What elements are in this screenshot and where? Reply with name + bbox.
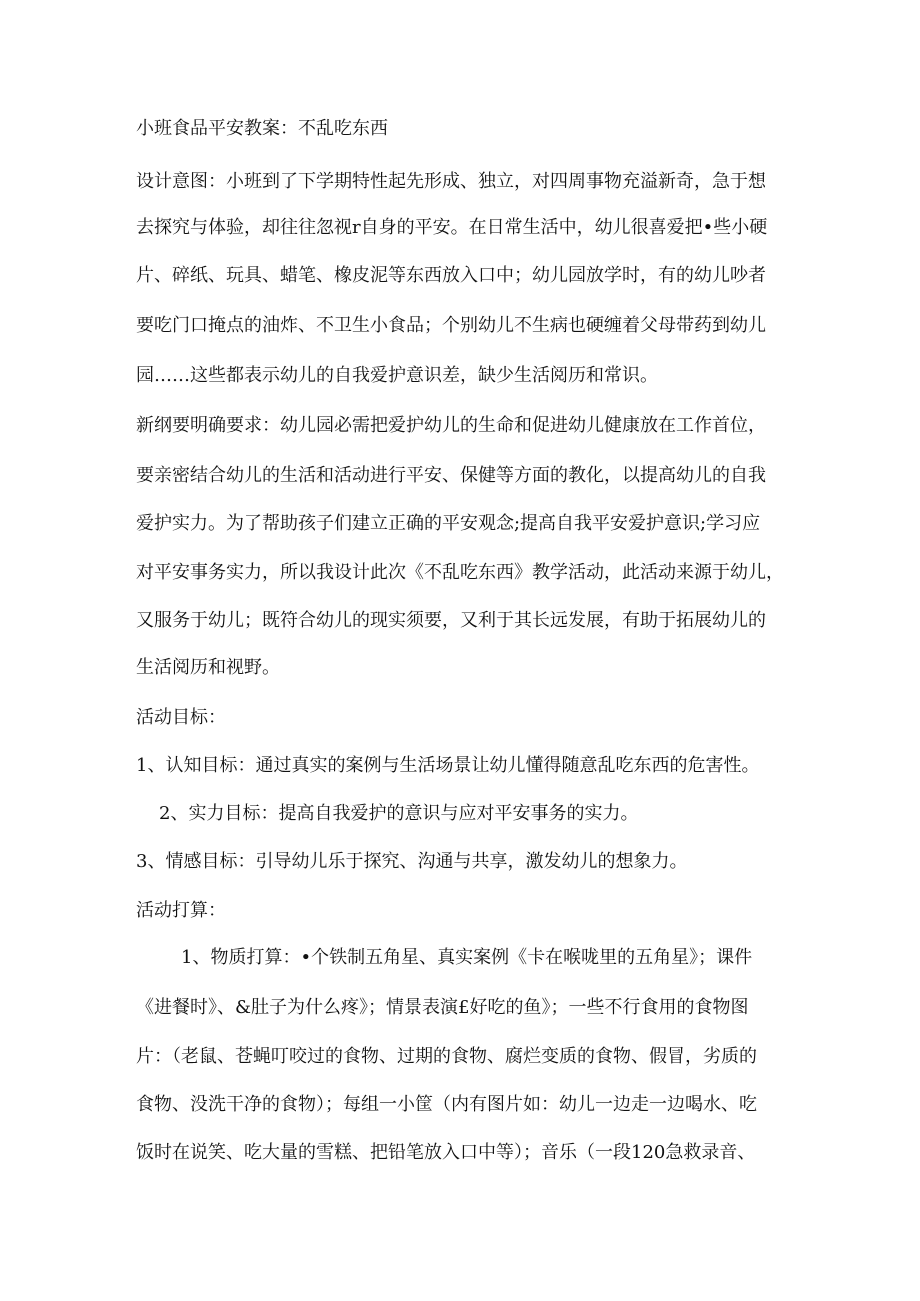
prep-line: 《进餐时》、&肚子为什么疼》；情景表演£好吃的鱼》；一些不行食用的食物图 xyxy=(136,997,749,1018)
prep-line: 食物、没洗干净的食物）；每组一小筐（内有图片如：幼儿一边走一边喝水、吃 xyxy=(136,1094,757,1115)
design-intent-line: 园……这些都表示幼儿的自我爱护意识差，缺少生活阅历和常识。 xyxy=(136,365,658,386)
goals-heading: 活动目标： xyxy=(136,707,226,728)
requirements-line: 要亲密结合幼儿的生活和活动进行平安、保健等方面的教化，以提高幼儿的自我 xyxy=(136,465,766,486)
requirements-line: 新纲要明确要求：幼儿园必需把爱护幼儿的生命和促进幼儿健康放在工作首位， xyxy=(136,415,766,436)
goal-item: 2、实力目标：提高自我爱护的意识与应对平安事务的实力。 xyxy=(159,803,639,824)
design-intent-line: 要吃门口掩点的油炸、不卫生小食品；个别幼儿不生病也硬缠着父母带药到幼儿 xyxy=(136,315,766,336)
prep-heading: 活动打算： xyxy=(136,900,226,921)
goal-item: 3、情感目标：引导幼儿乐于探究、沟通与共享，激发幼儿的想象力。 xyxy=(136,851,688,872)
requirements-line: 生活阅历和视野。 xyxy=(136,657,280,678)
requirements-line: 爱护实力。为了帮助孩子们建立正确的平安观念;提高自我平安爱护意识;学习应 xyxy=(136,513,761,534)
prep-line: 饭时在说笑、吃大量的雪糕、把铅笔放入口中等）；音乐（一段120急救录音、 xyxy=(136,1142,756,1163)
design-intent-line: 设计意图：小班到了下学期特性起先形成、独立，对四周事物充溢新奇，急于想 xyxy=(136,171,766,192)
prep-line: 1、物质打算：•个铁制五角星、真实案例《卡在喉咙里的五角星》；课件 xyxy=(181,947,753,968)
requirements-line: 又服务于幼儿；既符合幼儿的现实须要，又利于其长远发展，有助于拓展幼儿的 xyxy=(136,610,766,631)
design-intent-line: 片、碎纸、玩具、蜡笔、橡皮泥等东西放入口中；幼儿园放学时，有的幼儿吵者 xyxy=(136,265,766,286)
prep-line: 片：（老鼠、苍蝇叮咬过的食物、过期的食物、腐烂变质的食物、假冒，劣质的 xyxy=(136,1046,757,1067)
document-title: 小班食品平安教案：不乱吃东西 xyxy=(136,118,388,139)
requirements-line: 对平安事务实力，所以我设计此次《不乱吃东西》教学活动，此活动来源于幼儿， xyxy=(136,562,784,583)
design-intent-line: 去探究与体验，却往往忽视r自身的平安。在日常生活中，幼儿很喜爱把•些小硬 xyxy=(136,217,768,238)
goal-item: 1、认知目标：通过真实的案例与生活场景让幼儿懂得随意乱吃东西的危害性。 xyxy=(136,755,760,776)
